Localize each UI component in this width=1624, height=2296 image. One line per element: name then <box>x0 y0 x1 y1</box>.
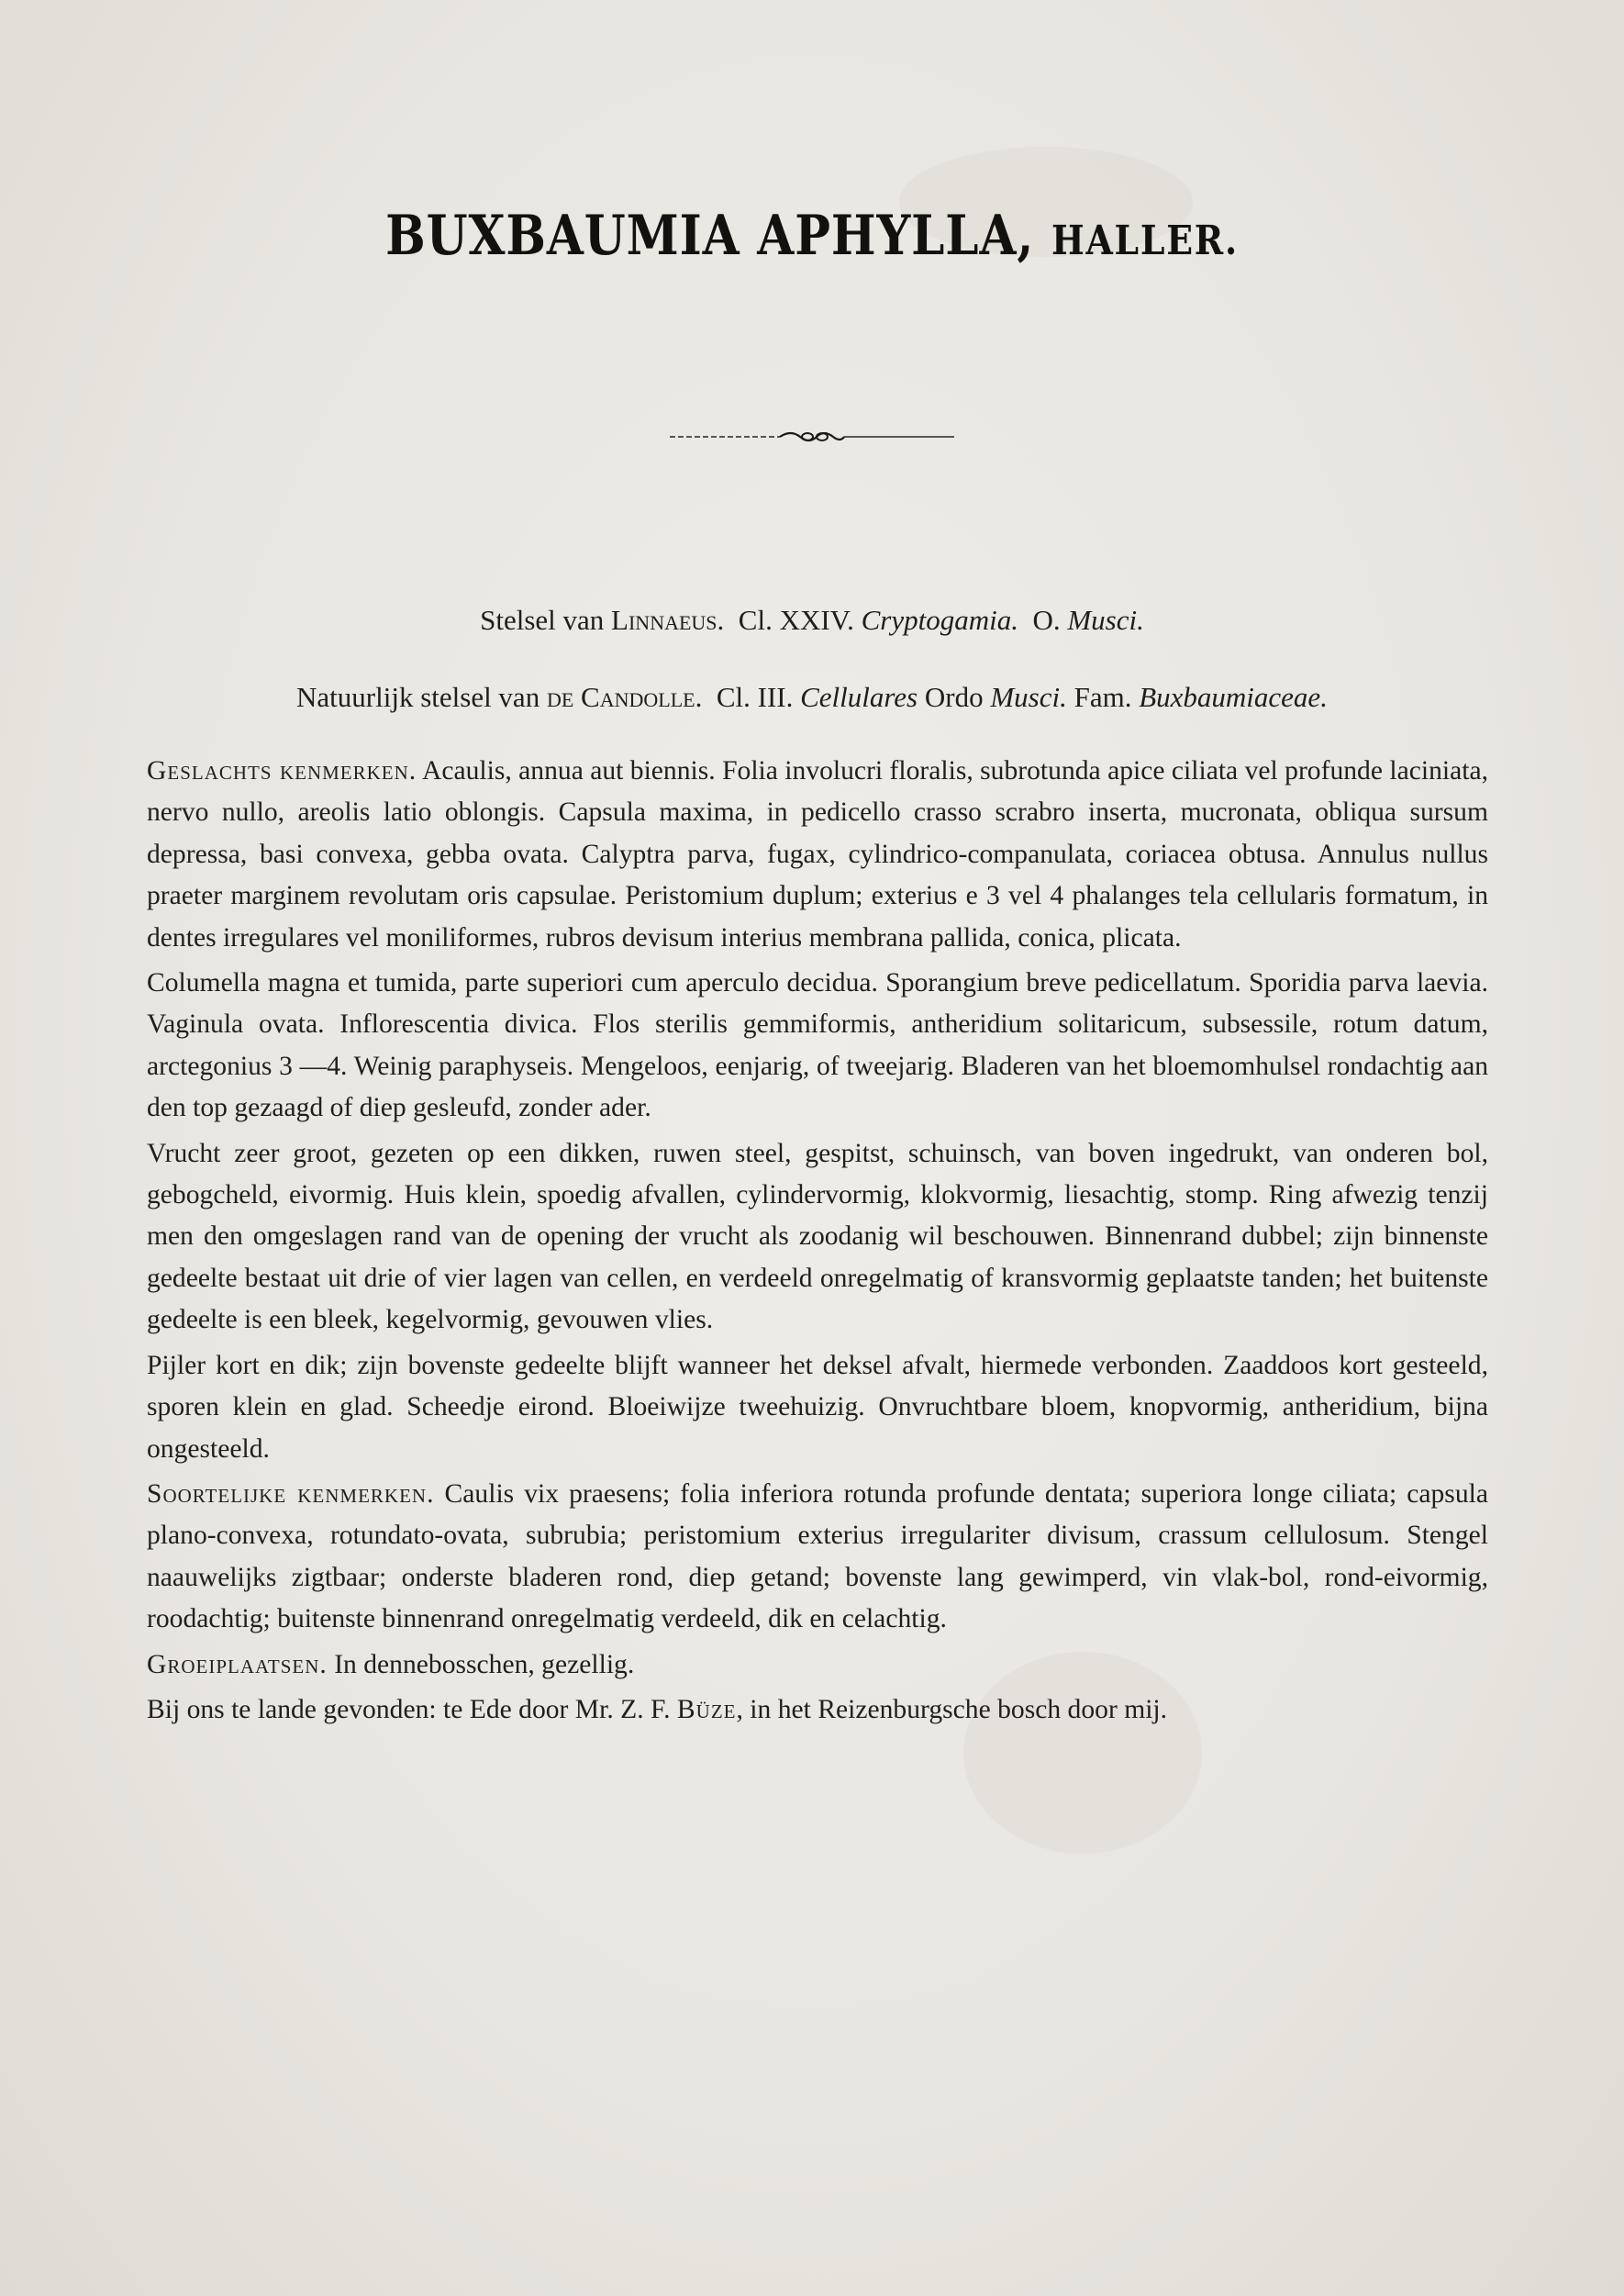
title-species: BUXBAUMIA APHYLLA <box>385 204 1018 268</box>
paragraph-pijler <box>147 1345 1488 1470</box>
heading-species-characters: Soortelijke kenmerken. <box>147 1478 435 1509</box>
candolle-order-name: Musci. <box>990 681 1067 713</box>
linnaeus-order-name: Musci. <box>1067 604 1144 636</box>
paragraph-text: Acaulis, annua aut biennis. Folia involucri floralis, subrotunda apice ciliata vel profunde laciniata, nervo nullo, areolis latio oblongis. Capsula maxima, in pedicello crasso scrabro inserta, mucronata, obliqua sursum depressa, basi convexa, gebba ovata. Calyptra parva, fugax, cylindrico-companulata, coriacea obtusa. Annulus nullus praeter marginem revolutam oris capsulae. Peristomium duplum; exterius e 3 vel 4 phalanges tela cellularis formatum, in dentes irregulares vel moniliformes, rubros devisum interius membrana pallida, conica, plicata. <box>147 756 1488 953</box>
paragraph-text: Bij ons te lande gevonden: te Ede door Mr. Z. F. <box>147 1694 671 1724</box>
paragraph-genus-characters <box>147 751 1488 959</box>
paragraph-text: Caulis vix praesens; folia inferiora rotunda profunde dentata; superiora longe ciliata; capsula plano-convexa, rotundato-ovata, subrubia; peristomium exterius irregulariter divisum, crassum cellulosum. Stengel naauwelijks zigtbaar; onderste bladeren rond, diep getand; bovenste lang gewimperd, vin vlak-bol, rond-eivormig, roodachtig; buitenste binnenrand onregelmatig verdeeld, dik en celachtig. <box>147 1478 1488 1634</box>
heading-habitat: Groeiplaatsen. <box>147 1649 328 1679</box>
description-body <box>147 751 1488 1734</box>
candolle-family: Fam. <box>1073 681 1132 713</box>
title-author: HALLER. <box>1051 217 1239 264</box>
paragraph-text: In dennebosschen, gezellig. <box>334 1649 635 1679</box>
linnaeus-prefix: Stelsel van <box>480 604 605 636</box>
heading-genus-characters: Geslachts kenmerken. <box>147 756 417 786</box>
page-title <box>114 204 1510 268</box>
linnaeus-order: O. <box>1032 604 1061 636</box>
candolle-class-name: Cellulares <box>800 681 918 713</box>
collector-name: Büze <box>676 1694 737 1724</box>
ornament-divider-icon <box>670 426 954 448</box>
candolle-system-line <box>0 681 1624 714</box>
paragraph-locality <box>147 1689 1488 1731</box>
candolle-name: de Candolle. <box>546 681 703 713</box>
linnaeus-class-name: Cryptogamia. <box>861 604 1018 636</box>
paragraph-vrucht <box>147 1133 1488 1342</box>
title-comma: , <box>1017 204 1052 268</box>
linnaeus-class: Cl. XXIV. <box>738 604 854 636</box>
paragraph-text: Pijler kort en dik; zijn bovenste gedeelte blijft wanneer het deksel afvalt, hiermede verbonden. Zaaddoos kort gesteeld, sporen klein en glad. Scheedje eirond. Bloeiwijze tweehuizig. Onvruchtbare bloem, knopvormig, antheridium, bijna ongesteeld. <box>147 1350 1488 1464</box>
paragraph-columella <box>147 963 1488 1130</box>
paragraph-species-characters <box>147 1474 1488 1641</box>
paragraph-habitat <box>147 1644 1488 1686</box>
candolle-order: Ordo <box>924 681 984 713</box>
candolle-prefix: Natuurlijk stelsel van <box>296 681 540 713</box>
linnaeus-name: Linnaeus. <box>611 604 725 636</box>
paragraph-text: , in het Reizenburgsche bosch door mij. <box>736 1694 1168 1724</box>
paragraph-text: Columella magna et tumida, parte superiori cum aperculo decidua. Sporangium breve pedicellatum. Sporidia parva laevia. Vaginula ovata. Inflorescentia divica. Flos sterilis gemmiformis, antheridium solitaricum, subsessile, rotum datum, arctegonius 3 —4. Weinig paraphyseis. Mengeloos, eenjarig, of tweejarig. Bladeren van het bloemomhulsel rondachtig aan den top gezaagd of diep gesleufd, zonder ader. <box>147 968 1488 1123</box>
linnaeus-system-line <box>0 604 1624 637</box>
paragraph-text: Vrucht zeer groot, gezeten op een dikken, ruwen steel, gespitst, schuinsch, van boven ingedrukt, van onderen bol, gebogcheld, eivormig. Huis klein, spoedig afvallen, cylindervormig, klokvormig, liesachtig, stomp. Ring afwezig tenzij men den omgeslagen rand van de opening der vrucht als zoodanig wil beschouwen. Binnenrand dubbel; zijn binnenste gedeelte bestaat uit drie of vier lagen van cellen, en verdeeld onregelmatig of kransvormig geplaatste tanden; het buitenste gedeelte is een bleek, kegelvormig, gevouwen vlies. <box>147 1138 1488 1335</box>
candolle-class: Cl. III. <box>716 681 794 713</box>
candolle-family-name: Buxbaumiaceae. <box>1139 681 1328 713</box>
